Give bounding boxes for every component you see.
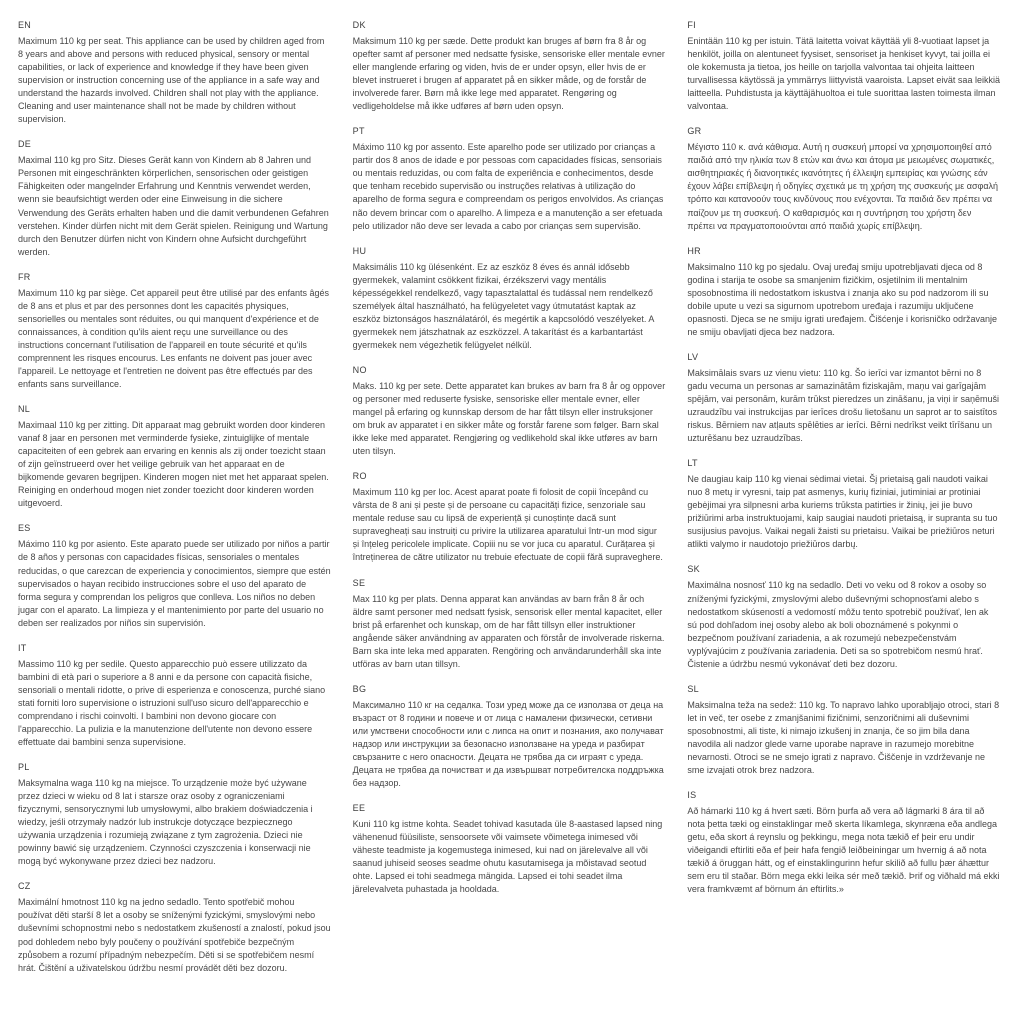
language-section-en bbox=[18, 20, 331, 126]
language-text-pl: Maksymalna waga 110 kg na miejsce. To urządzenie może być używane przez dzieci w wieku od 8 lat i starsze oraz osoby z ograniczeniami fizycznymi, sensorycznymi lub umysłowymi, albo brakiem doświadczenia i wiedzy, jeśli otrzymały nadzór lub instrukcje dotyczące bezpiecznego używania urządzenia i rozumieją związane z tym zagrożenia. Dzieci nie powinny bawić się urządzeniem. Czynności czyszczenia i konserwacji nie mogą być wykonywane przez dzieci bez nadzoru. bbox=[18, 778, 313, 867]
language-text-sl: Maksimalna teža na sedež: 110 kg. To napravo lahko uporabljajo otroci, stari 8 let in več, ter osebe z zmanjšanimi fizičnimi, senzoričnimi ali duševnimi sposobnostmi, ali tiste, ki nimajo izkušenj in znanja, če so jim bila dana navodila ali nadzor glede varne uporabe naprave in razumejo morebitne nevarnosti. Otroci se ne smejo igrati z napravo. Čiščenje in vzdrževanje ne sme izvajati otrok brez nadzora. bbox=[687, 699, 1000, 776]
column-2 bbox=[353, 20, 666, 1008]
language-section-fi bbox=[687, 20, 1000, 113]
language-code-fi: FI bbox=[687, 20, 696, 30]
language-code-hr: HR bbox=[687, 245, 701, 256]
language-code-sl: SL bbox=[687, 683, 699, 694]
language-code-pl: PL bbox=[18, 762, 30, 773]
language-text-nl: Maximaal 110 kg per zitting. Dit apparaat mag gebruikt worden door kinderen vanaf 8 jaar en personen met verminderde fysieke, zintuiglijke of mentale capaciteiten of een gebrek aan ervaring en kennis als zij onder toezicht staan of zijn geïnstrueerd over het veilige gebruik van het apparaat en de bijkomende gevaren begrijpen. Kinderen mogen niet met het apparaat spelen. Reiniging en onderhoud mogen niet zonder toezicht door kinderen worden uitgevoerd. bbox=[18, 420, 329, 509]
language-text-hr: Maksimalno 110 kg po sjedalu. Ovaj uređaj smiju upotrebljavati djeca od 8 godina i starija te osobe sa smanjenim fizičkim, osjetilnim ili mentalnim sposobnostima ili nedostatkom iskustva i znanja ako su pod nadzorom ili su dobile upute u vezi sa sigurnom upotrebom uređaja i razumiju uključene opasnosti. Djeca se ne smiju igrati uređajem. Čišćenje i korisničko održavanje ne smiju obavljati djeca bez nadzora. bbox=[687, 261, 997, 337]
language-section-fr bbox=[18, 272, 331, 391]
language-code-fr: FR bbox=[18, 271, 31, 282]
language-section-is bbox=[687, 790, 1000, 896]
language-section-pt bbox=[353, 126, 666, 232]
language-text-es: Máximo 110 kg por asiento. Este aparato puede ser utilizado por niños a partir de 8 años y personas con capacidades físicas, sensoriales o mentales reducidas, o que carezcan de experiencia y conocimientos, siempre que estén supervisados o hayan recibido instrucciones sobre el uso del aparato de forma segura y comprendan los peligros que conlleva. Los niños no deben jugar con el aparato. La limpieza y el mantenimiento por parte del usuario no deben ser realizados por niños sin supervisión. bbox=[18, 539, 331, 628]
language-section-hr bbox=[687, 246, 1000, 339]
language-code-es: ES bbox=[18, 523, 31, 534]
language-code-ro: RO bbox=[352, 471, 367, 482]
language-code-hu: HU bbox=[352, 245, 367, 256]
language-code-bg: BG bbox=[352, 683, 367, 694]
language-section-se bbox=[353, 578, 666, 671]
language-text-dk: Maksimum 110 kg per sæde. Dette produkt kan bruges af børn fra 8 år og opefter samt af personer med nedsatte fysiske, sensoriske eller mentale evner eller manglende erfaring og viden, hvis de er under opsyn, eller hvis de er blevet instrueret i brugen af apparatet på en sikker måde, og de forstår de involverede farer. Børn må ikke lege med apparatet. Rengøring og vedligeholdelse må ikke udføres af børn uden opsyn. bbox=[352, 36, 665, 112]
language-section-cz bbox=[18, 881, 331, 974]
language-section-sl bbox=[687, 684, 1000, 777]
language-code-no: NO bbox=[352, 364, 367, 375]
language-text-ro: Maximum 110 kg per loc. Acest aparat poate fi folosit de copii începând cu vârsta de 8 ani și peste și de persoane cu capacități fizice, senzoriale sau mentale reduse sau cu lipsă de experiență și cunoștințe dacă sunt supravegheați sau instruiți cu privire la utilizarea aparatului într-un mod sigur și înțeleg pericolele implicate. Copiii nu se vor juca cu aparatul. Curățarea și întreținerea de către utilizator nu trebuie efectuate de copii fără supraveghere. bbox=[352, 487, 663, 563]
language-code-nl: NL bbox=[18, 404, 31, 415]
language-text-lv: Maksimālais svars uz vienu vietu: 110 kg. Šo ierīci var izmantot bērni no 8 gadu vecuma un personas ar samazinātām fiziskajām, maņu vai garīgajām spējām, vai personām, kurām trūkst pieredzes un zināšanu, ja viņi ir saņēmuši uzraudzību vai instrukcijas par ierīces drošu lietošanu un saprot ar to saistītos riskus. Bērniem nav atļauts spēlēties ar ierīci. Bērni nedrīkst veikt tīrīšanu un uzturēšanu bez uzraudzības. bbox=[687, 367, 999, 444]
language-code-cz: CZ bbox=[18, 881, 31, 892]
language-text-cz: Maximální hmotnost 110 kg na jedno sedadlo. Tento spotřebič mohou používat děti starší 8 let a osoby se sníženými fyzickými, smyslovými nebo duševními schopnostmi nebo s nedostatkem zkušeností a znalostí, pokud jsou pod dohledem nebo byly poučeny o používání spotřebiče bezpečným způsobem a rozumí případným nebezpečím. Děti si se spotřebičem nesmí hrát. Čištění a uživatelskou údržbu nesmí provádět děti bez dozoru. bbox=[18, 897, 331, 973]
language-code-de: DE bbox=[18, 139, 32, 150]
language-section-it bbox=[18, 643, 331, 749]
language-text-pt: Máximo 110 kg por assento. Este aparelho pode ser utilizado por crianças a partir dos 8 anos de idade e por pessoas com capacidades físicas, sensoriais ou mentais reduzidas, ou com falta de experiência e conhecimentos, desde que tenham recebido supervisão ou instruções relativas à utilização do aparelho de forma segura e compreendam os perigos envolvidos. As crianças não devem brincar com o aparelho. A limpeza e a manutenção a ser efetuada pelo utilizador não deve ser levada a cabo por crianças sem supervisão. bbox=[352, 142, 664, 231]
language-code-is: IS bbox=[687, 790, 697, 801]
language-section-bg bbox=[353, 684, 666, 790]
language-code-lt: LT bbox=[687, 458, 698, 469]
language-code-ee: EE bbox=[352, 803, 366, 814]
language-section-lt bbox=[687, 458, 1000, 551]
language-text-fr: Maximum 110 kg par siège. Cet appareil peut être utilisé par des enfants âgés de 8 ans et plus et par des personnes dont les capacités physiques, sensorielles ou mentales sont réduites, ou qui manquent d'expérience et de connaissances, à condition qu'ils aient reçu une surveillance ou des instructions concernant l'utilisation de l'appareil en toute sécurité et qu'ils comprennent les risques encourus. Les enfants ne doivent pas jouer avec l'appareil. Le nettoyage et l'entretien ne doivent pas être effectués par des enfants sans surveillance. bbox=[18, 287, 330, 390]
language-text-gr: Μέγιστο 110 κ. ανά κάθισμα. Αυτή η συσκευή μπορεί να χρησιμοποιηθεί από παιδιά από την ηλικία των 8 ετών και άνω και άτομα με μειωμένες σωματικές, αισθητηριακές ή διανοητικές ικανότητες ή έλλειψη εμπειρίας και γνώσης εάν έχουν λάβει επίβλεψη ή οδηγίες σχετικά με τη χρήση της συσκευής με ασφαλή τρόπο και κατανοούν τους κινδύνους που ενέχονται. Τα παιδιά δεν πρέπει να παίζουν με τη συσκευή. Ο καθαρισμός και η συντήρηση του χρήστη δεν πρέπει να πραγματοποιούνται από παιδιά χωρίς επίβλεψη. bbox=[687, 142, 999, 231]
language-code-gr: GR bbox=[687, 126, 702, 137]
language-section-sk bbox=[687, 564, 1000, 670]
language-text-de: Maximal 110 kg pro Sitz. Dieses Gerät kann von Kindern ab 8 Jahren und Personen mit eingeschränkten körperlichen, sensorischen oder geistigen Fähigkeiten oder mangelnder Erfahrung und Kenntnis verwendet werden, wenn sie beaufsichtigt werden oder eine Einweisung in die sichere Verwendung des Geräts erhalten haben und die damit verbundenen Gefahren verstehen. Kinder dürfen nicht mit dem Gerät spielen. Reinigung und Wartung durch den Benutzer dürfen nicht von Kindern ohne Aufsicht durchgeführt werden. bbox=[18, 155, 329, 257]
column-3 bbox=[687, 20, 1000, 1008]
language-section-ee bbox=[353, 803, 666, 896]
language-section-lv bbox=[687, 352, 1000, 445]
language-section-pl bbox=[18, 762, 331, 868]
language-text-hu: Maksimális 110 kg ülésenként. Ez az eszköz 8 éves és annál idősebb gyermekek, valamint csökkent fizikai, érzékszervi vagy mentális képességekkel rendelkező, vagy tapasztalattal és tudással nem rendelkező személyek által használható, ha felügyeletet vagy útmutatást kaptak az eszköz biztonságos használatáról, és megértik a kapcsolódó veszélyeket. A gyermekek nem játszhatnak az eszközzel. A takarítást és a karbantartást gyermekek nem végezhetik felügyelet nélkül. bbox=[352, 261, 654, 350]
language-text-lt: Ne daugiau kaip 110 kg vienai sėdimai vietai. Šį prietaisą gali naudoti vaikai nuo 8 metų ir vyresni, taip pat asmenys, kurių fiziniai, jutiminiai ar protiniai gebėjimai yra silpnesni arba kuriems trūksta patirties ir žinių, jei jie buvo prižiūrimi arba instruktuojami, kaip saugiai naudoti prietaisą, ir supranta su tuo susijusius pavojus. Vaikai negali žaisti su prietaisu. Vaikai be priežiūros neturi atlikti valymo ir naudotojo priežiūros darbų. bbox=[687, 474, 998, 550]
language-section-no bbox=[353, 365, 666, 458]
language-section-gr bbox=[687, 126, 1000, 232]
column-1 bbox=[18, 20, 331, 1008]
language-text-no: Maks. 110 kg per sete. Dette apparatet kan brukes av barn fra 8 år og oppover og personer med reduserte fysiske, sensoriske eller mentale evner, eller mangel på erfaring og kunnskap dersom de har fått tilsyn eller instruksjoner om bruk av apparatet i en sikker måte og forstår farene som følger. Barn skal ikke leke med apparatet. Rengjøring og vedlikehold skal ikke utføres av barn uten tilsyn. bbox=[352, 380, 666, 457]
language-text-fi: Enintään 110 kg per istuin. Tätä laitetta voivat käyttää yli 8-vuotiaat lapset ja henkilöt, joilla on alentuneet fyysiset, sensoriset ja henkiset kyvyt, tai joilla ei ole kokemusta ja tietoa, jos heille on tarjolla valvontaa tai ohjeita laitteen turvallisessa käytössä ja ymmärrys liittyvistä vaaroista. Lapset eivät saa leikkiä laitteella. Puhdistusta ja käyttäjähuoltoa ei tule suorittaa lasten toimesta ilman valvontaa. bbox=[687, 36, 1000, 112]
language-code-se: SE bbox=[352, 577, 366, 588]
language-code-sk: SK bbox=[687, 564, 700, 575]
language-text-bg: Максимално 110 кг на седалка. Този уред може да се използва от деца на възраст от 8 години и повече и от лица с намалени физически, сетивни или умствени способности или с липса на опит и познания, ако получават надзор или инструкции за безопасно използване на уреда и разбират свързаните с него опасности. Децата не трябва да си играят с уреда. Децата не трябва да почистват и да извършват потребителска поддръжка без надзор. bbox=[352, 699, 664, 789]
language-text-se: Max 110 kg per plats. Denna apparat kan användas av barn från 8 år och äldre samt personer med nedsatt fysisk, sensorisk eller mental kapacitet, eller brist på erfarenhet och kunskap, om de har fått tillsyn eller instruktioner angående säker användning av apparaten och förstår de involverade riskerna. Barn ska inte leka med apparaten. Rengöring och användarunderhåll ska inte utföras av barn utan tillsyn. bbox=[352, 593, 665, 669]
language-text-en: Maximum 110 kg per seat. This appliance can be used by children aged from 8 years and above and persons with reduced physical, sensory or mental capabilities, or lack of experience and knowledge if they have been given supervision or instruction concerning use of the appliance in a safe way and understand the hazards involved. Children shall not play with the appliance. Cleaning and user maintenance shall not be made by children without supervision. bbox=[18, 36, 325, 125]
language-section-dk bbox=[353, 20, 666, 113]
language-text-sk: Maximálna nosnosť 110 kg na sedadlo. Deti vo veku od 8 rokov a osoby so zníženými fyzickými, zmyslovými alebo duševnými schopnosťami alebo s nedostatkom skúseností a vedomostí môžu tento spotrebič používať, len ak sú pod dohľadom inej osoby alebo ak boli oboznámené s pokynmi o bezpečnom používaní zariadenia, a ak rozumejú nebezpečenstvám vyplývajúcim z používania zariadenia. Deti sa so spotrebičom nesmú hrať. Čistenie a údržbu nesmú vykonávať deti bez dozoru. bbox=[687, 580, 989, 669]
language-code-lv: LV bbox=[687, 351, 699, 362]
language-section-ro bbox=[353, 471, 666, 564]
language-section-es bbox=[18, 523, 331, 629]
language-code-pt: PT bbox=[352, 126, 365, 137]
language-text-ee: Kuni 110 kg istme kohta. Seadet tohivad kasutada üle 8-aastased lapsed ning vähenenud füüsiliste, sensoorsete või vaimsete võimetega inimesed või väheste teadmiste ja kogemustega inimesed, kui nad on järelevalve all või saanud juhiseid seoses seadme ohutu kasutamisega ja mõistavad seotud ohte. Lapsed ei tohi seadmega mängida. Lapsed ei tohi seadet ilma järelevalveta puhastada ja hooldada. bbox=[352, 819, 663, 895]
language-text-it: Massimo 110 kg per sedile. Questo apparecchio può essere utilizzato da bambini di età pari o superiore a 8 anni e da persone con capacità fisiche, sensoriali o mentali ridotte, o prive di esperienza e conoscenza, purché siano stati forniti loro supervisione o istruzioni sull'uso sicuro dell'apparecchio e comprendano i rischi coinvolti. I bambini non devono giocare con l'apparecchio. La pulizia e la manutenzione dell'utente non devono essere effettuate dai bambini senza supervisione. bbox=[18, 658, 326, 748]
language-code-it: IT bbox=[18, 642, 27, 653]
language-section-nl bbox=[18, 404, 331, 510]
language-section-hu bbox=[353, 246, 666, 352]
language-section-de bbox=[18, 139, 331, 258]
language-code-dk: DK bbox=[352, 20, 366, 30]
language-text-is: Að hámarki 110 kg á hvert sæti. Börn þurfa að vera að lágmarki 8 ára til að nota þetta tæki og einstaklingar með skerta líkamlega, skynræna eða andlega getu, eða skort á reynslu og þekkingu, mega nota tækið ef þeir eru undir viðeigandi eftirliti eða ef þeir hafa fengið leiðbeiningar um hvernig á að nota tækið á öruggan hátt, og ef einstaklingurinn hefur skilið að fullu þær áhættur sem eru til staðar. Börn mega ekki leika sér með tækið. Þrif og viðhald má ekki vera framkvæmt af börnum án eftirlits.» bbox=[687, 806, 1000, 895]
language-code-en: EN bbox=[18, 20, 32, 30]
